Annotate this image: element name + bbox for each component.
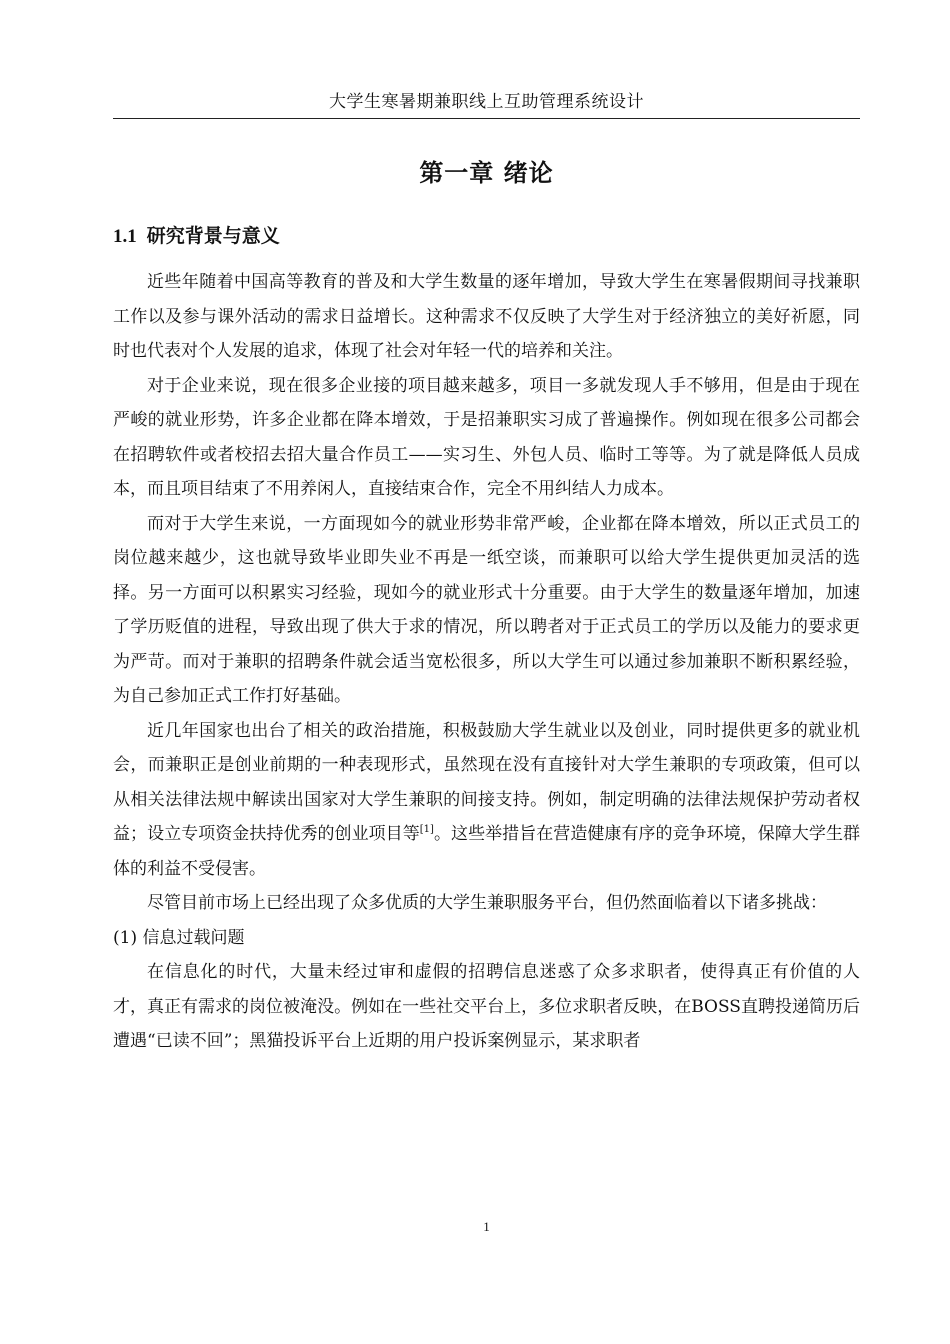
running-header: 大学生寒暑期兼职线上互助管理系统设计 [329, 92, 644, 112]
paragraph [113, 714, 860, 887]
paragraph-text: 。这些举措旨在营造健康有序的竞争环境，保障大学生群体的利益不受侵害。 [113, 824, 860, 879]
paragraph: 尽管目前市场上已经出现了众多优质的大学生兼职服务平台，但仍然面临着以下诸多挑战： [147, 893, 827, 913]
paragraph: 而对于大学生来说，一方面现如今的就业形势非常严峻，企业都在降本增效，所以正式员工的岗位越来越少，这也就导致毕业即失业不再是一纸空谈，而兼职可以给大学生提供更加灵活的选择。另一方面可以积累实习经验，现如今的就业形式十分重要。由于大学生的数量逐年增加，加速了学历贬值的进程，导致出现了供大于求的情况，所以聘者对于正式员工的学历以及能力的要求更为严苛。而对于兼职的招聘条件就会适当宽松很多，所以大学生可以通过参加兼职不断积累经验，为自己参加正式工作打好基础。 [113, 513, 860, 706]
page-number: 1 [483, 1219, 490, 1234]
chapter-title: 第一章 绪论 [419, 159, 554, 187]
citation-reference: [1] [419, 824, 434, 835]
paragraph: 在信息化的时代，大量未经过审和虚假的招聘信息迷惑了众多求职者，使得真正有价值的人才，真正有需求的岗位被淹没。例如在一些社交平台上，多位求职者反映，在BOSS直聘投递简历后遭遇“已读不回”；黑猫投诉平台上近期的用户投诉案例显示，某求职者 [113, 962, 860, 1051]
list-item: (1) 信息过载问题 [113, 927, 245, 948]
header-rule [113, 118, 860, 119]
paragraph-text: 近几年国家也出台了相关的政治措施，积极鼓励大学生就业以及创业，同时提供更多的就业机会，而兼职正是创业前期的一种表现形式，虽然现在没有直接针对大学生兼职的专项政策，但可以从相关法律法规中解读出国家对大学生兼职的间接支持。例如，制定明确的法律法规保护劳动者权益；设立专项资金扶持优秀的创业项目等 [113, 720, 860, 844]
section-title-text: 研究背景与意义 [146, 225, 280, 247]
paragraph: 近些年随着中国高等教育的普及和大学生数量的逐年增加，导致大学生在寒暑假期间寻找兼职工作以及参与课外活动的需求日益增长。这种需求不仅反映了大学生对于经济独立的美好祈愿，同时也代表对个人发展的追求，体现了社会对年轻一代的培养和关注。 [113, 272, 860, 361]
body-text [113, 265, 860, 1059]
section-number: 1.1 [113, 226, 137, 247]
section-heading [113, 221, 280, 252]
paragraph: 对于企业来说，现在很多企业接的项目越来越多，项目一多就发现人手不够用，但是由于现在严峻的就业形势，许多企业都在降本增效，于是招兼职实习成了普遍操作。例如现在很多公司都会在招聘软件或者校招去招大量合作员工——实习生、外包人员、临时工等等。为了就是降低人员成本，而且项目结束了不用养闲人，直接结束合作，完全不用纠结人力成本。 [113, 375, 860, 499]
